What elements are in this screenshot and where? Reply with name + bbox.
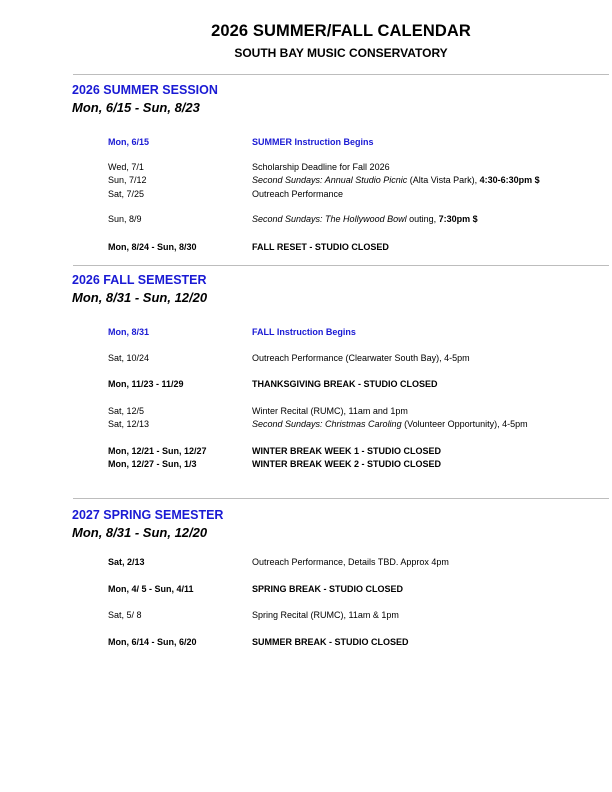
row-date: Mon, 12/27 - Sun, 1/3	[108, 459, 197, 469]
row-date: Sat, 7/25	[108, 189, 145, 199]
section-title-spring: 2027 SPRING SEMESTER	[72, 508, 224, 522]
event-italic: Second Sundays: The Hollywood Bowl	[252, 214, 407, 224]
section-title-fall: 2026 FALL SEMESTER	[72, 273, 207, 287]
row-event	[252, 213, 478, 225]
row-event: Scholarship Deadline for Fall 2026	[252, 162, 390, 172]
row-event: Outreach Performance (Clearwater South Bay), 4-5pm	[252, 353, 470, 363]
divider	[73, 265, 609, 266]
section-dates-spring: Mon, 8/31 - Sun, 12/20	[72, 525, 208, 540]
event-bold: 7:30pm $	[438, 214, 478, 224]
row-event: WINTER BREAK WEEK 2 - STUDIO CLOSED	[252, 459, 442, 469]
row-date: Sat, 10/24	[108, 353, 150, 363]
row-event: Outreach Performance	[252, 189, 344, 199]
divider	[73, 74, 609, 75]
event-italic: Second Sundays: Christmas Caroling	[252, 419, 402, 429]
row-event	[252, 418, 528, 430]
row-date: Sat, 2/13	[108, 557, 145, 567]
event-italic: Second Sundays: Annual Studio Picnic	[252, 175, 408, 185]
row-date: Mon, 8/31	[108, 327, 150, 337]
row-event	[252, 174, 540, 186]
calendar-title: 2026 SUMMER/FALL CALENDAR	[211, 22, 471, 40]
row-date: Wed, 7/1	[108, 162, 144, 172]
section-dates-fall: Mon, 8/31 - Sun, 12/20	[72, 290, 208, 305]
row-event: FALL RESET - STUDIO CLOSED	[252, 242, 389, 252]
section-dates-summer: Mon, 6/15 - Sun, 8/23	[72, 100, 200, 115]
organization-name: SOUTH BAY MUSIC CONSERVATORY	[234, 46, 448, 60]
row-date: Mon, 12/21 - Sun, 12/27	[108, 446, 207, 456]
section-title-summer: 2026 SUMMER SESSION	[72, 83, 218, 97]
row-date: Mon, 6/14 - Sun, 6/20	[108, 637, 197, 647]
row-date: Sun, 7/12	[108, 175, 147, 185]
row-date: Sat, 12/13	[108, 419, 150, 429]
row-event: SUMMER Instruction Begins	[252, 137, 374, 147]
row-date: Sun, 8/9	[108, 214, 142, 224]
row-event: FALL Instruction Begins	[252, 327, 356, 337]
row-date: Sat, 5/ 8	[108, 610, 142, 620]
event-plain: (Alta Vista Park),	[407, 175, 480, 185]
event-bold: 4:30-6:30pm $	[479, 175, 540, 185]
row-event: Spring Recital (RUMC), 11am & 1pm	[252, 610, 399, 620]
row-date: Mon, 8/24 - Sun, 8/30	[108, 242, 197, 252]
event-plain: outing,	[406, 214, 439, 224]
row-event: THANKSGIVING BREAK - STUDIO CLOSED	[252, 379, 438, 389]
row-date: Mon, 11/23 - 11/29	[108, 379, 184, 389]
row-event: SPRING BREAK - STUDIO CLOSED	[252, 584, 404, 594]
row-event: Outreach Performance, Details TBD. Approx 4pm	[252, 557, 449, 567]
row-event: SUMMER BREAK - STUDIO CLOSED	[252, 637, 409, 647]
event-plain: (Volunteer Opportunity), 4-5pm	[401, 419, 528, 429]
row-date: Sat, 12/5	[108, 406, 145, 416]
row-date: Mon, 4/ 5 - Sun, 4/11	[108, 584, 194, 594]
divider	[73, 498, 609, 499]
row-date: Mon, 6/15	[108, 137, 150, 147]
row-event: Winter Recital (RUMC), 11am and 1pm	[252, 406, 408, 416]
row-event: WINTER BREAK WEEK 1 - STUDIO CLOSED	[252, 446, 442, 456]
